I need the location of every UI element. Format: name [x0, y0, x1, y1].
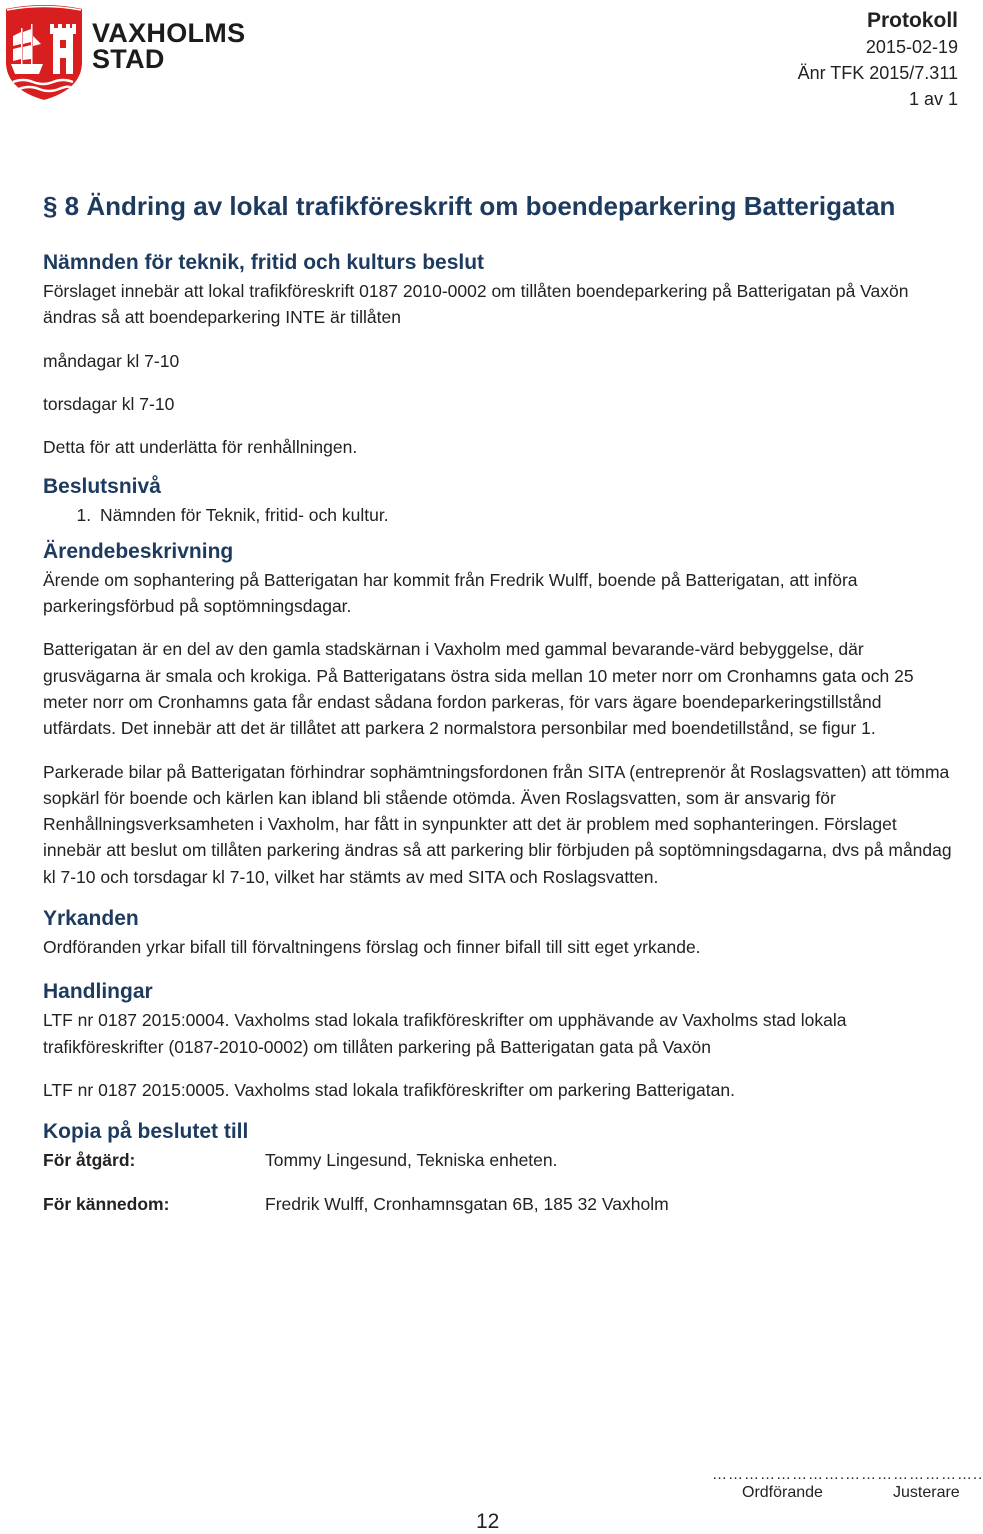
beslut-paragraph-1: Förslaget innebär att lokal trafikföreskrift 0187 2010-0002 om tillåten boendeparkering på Batterigatan på Vaxön ändras så att boendeparkering INTE är tillåten [43, 281, 909, 328]
copy-label-kannedom: För kännedom: [43, 1193, 170, 1214]
beslut-paragraph-2: måndagar kl 7-10 [43, 350, 180, 371]
signature-line-justerare: …………………….. [845, 1466, 983, 1483]
section-heading-beslutsniva: Beslutsnivå [43, 475, 161, 499]
handlingar-paragraph-1: LTF nr 0187 2015:0004. Vaxholms stad lokala trafikföreskrifter om upphävande av Vaxholms stad lokala trafikföreskrifter (0187-2010-0002) om tillåten parkering på Batterigatan gata på Vaxön [43, 1010, 847, 1057]
section-heading-kopia: Kopia på beslutet till [43, 1120, 249, 1144]
beslutsniva-list [43, 502, 958, 528]
copy-recipient-row-kannedom [43, 1191, 958, 1217]
document-body [43, 248, 958, 1234]
document-type: Protokoll [866, 9, 958, 32]
beslut-paragraph-4: Detta för att underlätta för renhållningen. [43, 437, 358, 458]
copy-recipient-row-atgard [43, 1147, 958, 1173]
document-header-info [798, 8, 958, 112]
copy-label-atgard: För åtgärd: [43, 1150, 136, 1171]
list-item: 1. Nämnden för Teknik, fritid- och kultur. [96, 502, 958, 528]
arendebeskrivning-paragraph-1: Ärende om sophantering på Batterigatan har kommit från Fredrik Wulff, boende på Batterigatan, att införa parkeringsförbud på soptömningsdagar. [43, 569, 858, 617]
page-number: 12 [476, 1510, 500, 1533]
document-reference: Änr TFK 2015/7.311 [797, 63, 958, 83]
section-heading-arendebeskrivning: Ärendebeskrivning [43, 539, 234, 563]
vaxholm-coat-of-arms-icon [3, 2, 85, 102]
section-heading-beslut: Nämnden för teknik, fritid och kulturs beslut [43, 251, 485, 274]
signature-line-ordforande: ……………………. [712, 1466, 846, 1483]
yrkanden-paragraph: Ordföranden yrkar bifall till förvaltningens förslag och finner bifall till sitt eget yrkande. [43, 937, 701, 958]
page-count: 1 av 1 [908, 89, 958, 109]
handlingar-paragraph-2: LTF nr 0187 2015:0005. Vaxholms stad lokala trafikföreskrifter om parkering Batterigatan. [43, 1079, 735, 1100]
copy-value-kannedom: Fredrik Wulff, Cronhamnsgatan 6B, 185 32 Vaxholm [265, 1193, 669, 1214]
organization-name [92, 20, 245, 72]
organization-name-line1: VAXHOLMS [92, 18, 246, 48]
beslut-paragraph-3: torsdagar kl 7-10 [43, 393, 175, 414]
copy-value-atgard: Tommy Lingesund, Tekniska enheten. [265, 1150, 558, 1171]
arendebeskrivning-paragraph-2: Batterigatan är en del av den gamla stadskärnan i Vaxholm med gammal bevarande-värd bebyggelse, där grusvägarna är smala och krokiga. På Batterigatans östra sida mellan 10 meter norr om Cronhamns gata och 25 meter norr om Cronhamns gata får endast sådana fordon parkeras, för vars ägare boendeparkeringstillstånd utfärdats. Det innebär att det är tillåtet att parkera 2 normalstora personbilar med boendetillstånd, se figur 1. [43, 639, 914, 739]
signature-label-ordforande: Ordförande [742, 1484, 823, 1501]
section-heading-yrkanden: Yrkanden [43, 907, 139, 931]
arendebeskrivning-paragraph-3: Parkerade bilar på Batterigatan förhindrar sophämtningsfordonen från SITA (entreprenör åt Roslagsvatten) att tömma sopkärl för boende och kärlen kan ibland bli stående otömda. Även Roslagsvatten, som är ansvarig för Renhållningsverksamheten i Vaxholm, har fått in synpunkter att det är problem med sophanteringen. Förslaget innebär att beslut om tillåten parkering ändras så att parkering blir förbjuden på soptömningsdagarna, dvs på måndag kl 7-10 och torsdagar kl 7-10, vilket har stämts av med SITA och Roslagsvatten. [43, 761, 952, 887]
document-date: 2015-02-19 [865, 37, 958, 57]
organization-name-line2: STAD [92, 44, 165, 74]
document-title: § 8 Ändring av lokal trafikföreskrift om boendeparkering Batterigatan [43, 191, 896, 221]
signature-label-justerare: Justerare [893, 1484, 960, 1501]
section-heading-handlingar: Handlingar [43, 980, 153, 1004]
